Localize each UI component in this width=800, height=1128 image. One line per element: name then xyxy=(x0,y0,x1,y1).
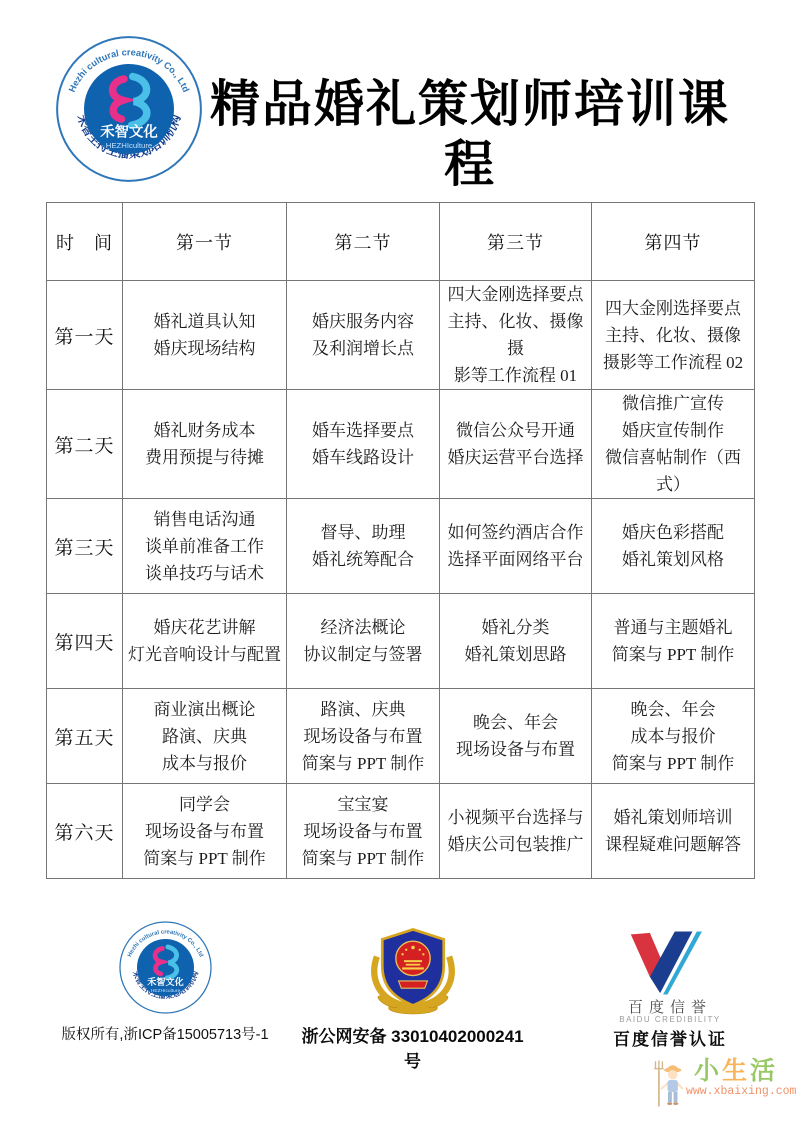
course-line: 简案与 PPT 制作 xyxy=(143,848,266,868)
course-line: 晚会、年会 xyxy=(473,713,558,732)
course-cell xyxy=(592,281,755,390)
course-line: 小视频平台选择与 xyxy=(447,808,584,827)
course-line: 婚庆服务内容 xyxy=(312,312,414,331)
table-header-row xyxy=(47,203,755,281)
table-row xyxy=(47,689,755,784)
course-line: 影等工作流程 01 xyxy=(453,366,578,385)
baidu-cert-text: 百度信誉认证 xyxy=(613,1030,727,1049)
day-label: 第四天 xyxy=(47,594,123,689)
course-line: 谈单前准备工作 xyxy=(145,536,264,556)
watermark-brand-char: 生 xyxy=(722,1057,751,1085)
page-title: 精品婚礼策划师培训课程 xyxy=(210,76,730,192)
watermark-text-block xyxy=(686,1056,797,1098)
course-line: 现场设备与布置 xyxy=(303,821,423,841)
course-line: 协议制定与签署 xyxy=(303,645,423,664)
course-line: 微信推广宣传 xyxy=(622,394,724,413)
course-line: 宝宝宴 xyxy=(337,794,389,814)
day-label: 第一天 xyxy=(47,281,123,390)
course-line: 简案与 PPT 制作 xyxy=(611,645,735,664)
course-cell xyxy=(440,499,592,594)
watermark-url: www.xbaixing.com xyxy=(686,1085,797,1098)
course-line: 婚礼统筹配合 xyxy=(312,550,414,569)
course-line: 婚庆色彩搭配 xyxy=(622,523,724,542)
course-line: 课程疑难问题解答 xyxy=(605,835,741,854)
col-header-session2: 第二节 xyxy=(287,203,440,281)
course-line: 婚庆公司包装推广 xyxy=(447,835,584,854)
course-line: 婚礼财务成本 xyxy=(153,421,256,440)
course-line: 销售电话沟通 xyxy=(153,509,256,529)
course-line: 婚礼策划风格 xyxy=(622,550,724,569)
copyright-text: 版权所有,浙ICP备15005713号-1 xyxy=(61,1027,269,1043)
course-line: 简案与 PPT 制作 xyxy=(611,753,735,773)
course-line: 微信喜帖制作（西式） xyxy=(605,448,741,494)
course-line: 成本与报价 xyxy=(162,753,247,773)
col-header-session3: 第三节 xyxy=(440,203,592,281)
col-header-session4: 第四节 xyxy=(592,203,755,281)
course-cell xyxy=(287,281,440,390)
course-cell xyxy=(287,689,440,784)
course-cell xyxy=(592,784,755,879)
course-line: 现场设备与布置 xyxy=(456,740,575,759)
course-line: 费用预提与待摊 xyxy=(145,448,264,467)
course-cell xyxy=(592,390,755,499)
course-line: 路演、庆典 xyxy=(162,726,247,746)
course-cell xyxy=(287,784,440,879)
course-line: 成本与报价 xyxy=(630,726,716,746)
site-watermark xyxy=(652,1056,798,1116)
day-label: 第三天 xyxy=(47,499,123,594)
course-line: 晚会、年会 xyxy=(630,699,716,719)
day-label: 第六天 xyxy=(47,784,123,879)
course-line: 现场设备与布置 xyxy=(145,821,264,841)
course-line: 简案与 PPT 制作 xyxy=(301,848,425,868)
course-line: 经济法概论 xyxy=(320,618,406,637)
baidu-credibility-en: BAIDU CREDIBILITY xyxy=(619,1015,721,1024)
col-header-session1: 第一节 xyxy=(123,203,287,281)
table-row xyxy=(47,784,755,879)
course-line: 督导、助理 xyxy=(320,523,406,542)
course-line: 路演、庆典 xyxy=(320,699,406,719)
course-line: 婚庆花艺讲解 xyxy=(153,618,256,637)
course-line: 及利润增长点 xyxy=(312,339,414,358)
course-line: 婚礼策划思路 xyxy=(464,645,567,664)
course-line: 婚车线路设计 xyxy=(312,448,414,467)
course-table-body xyxy=(47,281,755,879)
day-label: 第二天 xyxy=(47,390,123,499)
course-cell xyxy=(123,499,287,594)
course-cell xyxy=(592,594,755,689)
police-record-text: 浙公网安备 33010402000241号 xyxy=(301,1027,524,1071)
course-line: 简案与 PPT 制作 xyxy=(301,753,425,773)
course-line: 如何签约酒店合作 xyxy=(447,523,584,542)
course-cell xyxy=(123,594,287,689)
day-label: 第五天 xyxy=(47,689,123,784)
course-cell xyxy=(287,499,440,594)
farmer-mascot-icon xyxy=(652,1056,690,1116)
table-row xyxy=(47,499,755,594)
course-table xyxy=(46,202,755,879)
course-cell xyxy=(123,281,287,390)
watermark-brand-char: 小 xyxy=(694,1057,723,1085)
course-line: 婚礼道具认知 xyxy=(153,312,256,331)
col-header-time: 时 间 xyxy=(47,203,123,281)
police-badge-icon xyxy=(357,924,469,1018)
course-line: 现场设备与布置 xyxy=(303,726,423,746)
watermark-brand-char: 活 xyxy=(750,1057,779,1085)
course-line: 选择平面网络平台 xyxy=(447,550,584,569)
course-line: 微信公众号开通 xyxy=(456,421,575,440)
baidu-credibility-icon xyxy=(628,930,704,996)
course-line: 婚庆宣传制作 xyxy=(622,421,724,440)
course-cell xyxy=(287,390,440,499)
table-row xyxy=(47,594,755,689)
watermark-brand xyxy=(692,1056,796,1086)
course-line: 普通与主题婚礼 xyxy=(613,618,733,637)
course-line: 谈单技巧与话术 xyxy=(145,563,264,583)
hezhi-logo-footer xyxy=(118,920,213,1015)
course-line: 四大金刚选择要点 xyxy=(447,285,584,304)
course-line: 婚庆现场结构 xyxy=(153,339,256,358)
course-cell xyxy=(592,499,755,594)
table-row xyxy=(47,281,755,390)
course-line: 主持、化妆、摄像 xyxy=(605,325,741,345)
course-line: 婚礼分类 xyxy=(481,618,550,637)
course-cell xyxy=(440,281,592,390)
table-row xyxy=(47,390,755,499)
course-line: 摄影等工作流程 02 xyxy=(602,352,744,372)
course-cell xyxy=(440,784,592,879)
course-line: 灯光音响设计与配置 xyxy=(128,645,281,664)
course-line: 婚庆运营平台选择 xyxy=(447,448,584,467)
course-line: 婚礼策划师培训 xyxy=(613,808,733,827)
course-line: 四大金刚选择要点 xyxy=(605,298,741,318)
course-line: 婚车选择要点 xyxy=(312,421,414,440)
course-line: 同学会 xyxy=(179,794,230,814)
course-cell xyxy=(440,689,592,784)
course-cell xyxy=(123,689,287,784)
course-line: 商业演出概论 xyxy=(153,699,256,719)
course-cell xyxy=(123,784,287,879)
course-cell xyxy=(592,689,755,784)
course-cell xyxy=(440,594,592,689)
hezhi-logo xyxy=(54,34,204,184)
course-line: 主持、化妆、摄像摄 xyxy=(447,312,584,358)
course-cell xyxy=(287,594,440,689)
course-cell xyxy=(440,390,592,499)
course-cell xyxy=(123,390,287,499)
baidu-credibility-cn: 百度信誉 xyxy=(627,999,712,1016)
